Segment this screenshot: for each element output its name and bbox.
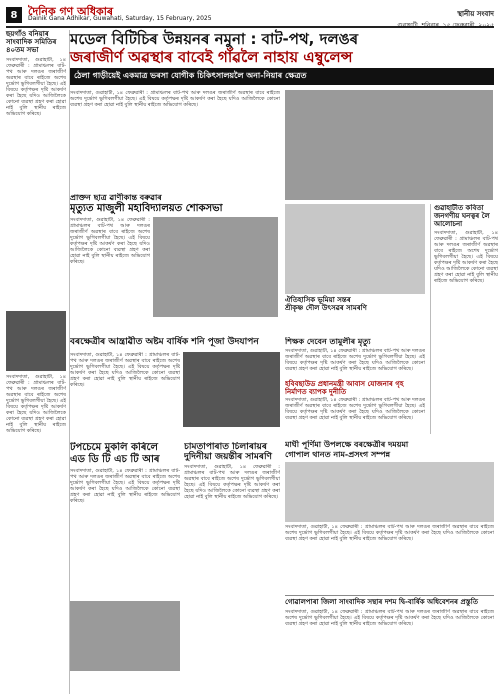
story5-headline: শিক্ষক দেবেন তামুলীৰ মৃত্যু: [285, 337, 371, 346]
lead-banner: ঠেলা গাড়ীয়েই একমাত্ৰ ভৰসা যোগীক চিকিৎসালয়লৈ অনা-নিয়াৰ ক্ষেত্ৰত: [70, 68, 494, 85]
story6-text: সংবাদদাতা, গুৱাহাটী, ১৪ ফেব্ৰুৱাৰী : গ্ৰামাঞ্চলৰ বাট-পথ আৰু দলঙৰ জৰাজীৰ্ণ অৱস্থাৰ বাবে ৰাইজে অশেষ দুৰ্ভোগ ভুগিবলগীয়া হৈছে। এই বিষয়ে কৰ্তৃপক্ষৰ দৃষ্টি আকৰ্ষণ কৰা হৈছে যদিও আজিলৈকে কোনো ব্যৱস্থা গ্ৰহণ কৰা হোৱা নাই বুলি স্থানীয় ৰাইজে অভিযোগ কৰিছে।: [285, 397, 425, 421]
story10-text: সংবাদদাতা, গুৱাহাটী, ১৪ ফেব্ৰুৱাৰী : গ্ৰামাঞ্চলৰ বাট-পথ আৰু দলঙৰ জৰাজীৰ্ণ অৱস্থাৰ বাবে ৰাইজে অশেষ দুৰ্ভোগ ভুগিবলগীয়া হৈছে। এই বিষয়ে কৰ্তৃপক্ষৰ দৃষ্টি আকৰ্ষণ কৰা হৈছে যদিও আজিলৈকে কোনো ব্যৱস্থা গ্ৰহণ কৰা হোৱা নাই বুলি স্থানীয় ৰাইজে অভিযোগ কৰিছে।: [285, 609, 494, 627]
left-column: [6, 30, 70, 694]
story-magh-purnima: [285, 440, 494, 590]
date-line: গুৱাহাটী, শনিবাৰ, ১৫ ফেব্ৰুৱাৰী, ২০২৫: [397, 22, 494, 29]
story-shani-puja-headline: [70, 336, 280, 352]
story7-text: সংবাদদাতা, গুৱাহাটী, ১৪ ফেব্ৰুৱাৰী : গ্ৰামাঞ্চলৰ বাট-পথ আৰু দলঙৰ জৰাজীৰ্ণ অৱস্থাৰ বাবে ৰাইজে অশেষ দুৰ্ভোগ ভুগিবলগীয়া হৈছে। এই বিষয়ে কৰ্তৃপক্ষৰ দৃষ্টি আকৰ্ষণ কৰা হৈছে যদিও আজিলৈকে কোনো ব্যৱস্থা গ্ৰহণ কৰা হোৱা নাই বুলি স্থানীয় ৰাইজে অভিযোগ কৰিছে।: [70, 468, 180, 504]
lead-photo: [285, 90, 493, 200]
left-column-photo: [6, 311, 66, 371]
story-nursery-opening: [70, 442, 180, 692]
story4-headline-1: ঐতিহাসিক ভূমিয়া সন্তৰ: [285, 296, 351, 304]
story8-headline-2: দুদিনীয়া জয়ন্তীৰ সামৰণি: [184, 452, 272, 462]
left-column-headline: ছয়গাঁও বনিয়াৰ সাংবাদিক সমিতিৰ ৪০তম সভা: [6, 30, 57, 54]
right-sidebar: [430, 204, 498, 434]
story9-headline-2: গোপাল থানত নাম-প্ৰসংগ সম্পন্ন: [285, 450, 391, 459]
story9-text: সংবাদদাতা, গুৱাহাটী, ১৪ ফেব্ৰুৱাৰী : গ্ৰামাঞ্চলৰ বাট-পথ আৰু দলঙৰ জৰাজীৰ্ণ অৱস্থাৰ বাবে ৰাইজে অশেষ দুৰ্ভোগ ভুগিবলগীয়া হৈছে। এই বিষয়ে কৰ্তৃপক্ষৰ দৃষ্টি আকৰ্ষণ কৰা হৈছে যদিও আজিলৈকে কোনো ব্যৱস্থা গ্ৰহণ কৰা হোৱা নাই বুলি স্থানীয় ৰাইজে অভিযোগ কৰিছে।: [285, 524, 494, 542]
story9-photo: [285, 462, 494, 522]
story5-text: সংবাদদাতা, গুৱাহাটী, ১৪ ফেব্ৰুৱাৰী : গ্ৰামাঞ্চলৰ বাট-পথ আৰু দলঙৰ জৰাজীৰ্ণ অৱস্থাৰ বাবে ৰাইজে অশেষ দুৰ্ভোগ ভুগিবলগীয়া হৈছে। এই বিষয়ে কৰ্তৃপক্ষৰ দৃষ্টি আকৰ্ষণ কৰা হৈছে যদিও আজিলৈকে কোনো ব্যৱস্থা গ্ৰহণ কৰা হোৱা নাই বুলি স্থানীয় ৰাইজে অভিযোগ কৰিছে।: [285, 348, 425, 372]
story4-headline-2: শ্ৰীকৃষ্ণ দৌল উৎসৱৰ সামৰণি: [285, 304, 367, 312]
story-teacher-death: [285, 337, 425, 437]
story10-headline: গোৱালপাৰা জিলা সাংবাদিক সন্থাৰ দশম দ্বি-বাৰ্ষিক অধিবেশনৰ প্ৰস্তুতি: [285, 598, 478, 606]
lead-text: সংবাদদাতা, গুৱাহাটী, ১৪ ফেব্ৰুৱাৰী : গ্ৰামাঞ্চলৰ বাট-পথ আৰু দলঙৰ জৰাজীৰ্ণ অৱস্থাৰ বাবে ৰাইজে অশেষ দুৰ্ভোগ ভুগিবলগীয়া হৈছে। এই বিষয়ে কৰ্তৃপক্ষৰ দৃষ্টি আকৰ্ষণ কৰা হৈছে যদিও আজিলৈকে কোনো ব্যৱস্থা গ্ৰহণ কৰা হোৱা নাই বুলি স্থানীয় ৰাইজে অভিযোগ কৰিছে।: [70, 90, 280, 108]
section-name: স্থানীয় সংবাদ: [457, 10, 494, 18]
story-journalist-meeting: [285, 595, 494, 693]
story8-text: সংবাদদাতা, গুৱাহাটী, ১৪ ফেব্ৰুৱাৰী : গ্ৰামাঞ্চলৰ বাট-পথ আৰু দলঙৰ জৰাজীৰ্ণ অৱস্থাৰ বাবে ৰাইজে অশেষ দুৰ্ভোগ ভুগিবলগীয়া হৈছে। এই বিষয়ে কৰ্তৃপক্ষৰ দৃষ্টি আকৰ্ষণ কৰা হৈছে যদিও আজিলৈকে কোনো ব্যৱস্থা গ্ৰহণ কৰা হোৱা নাই বুলি স্থানীয় ৰাইজে অভিযোগ কৰিছে।: [184, 464, 280, 500]
left-column-text-2: সংবাদদাতা, গুৱাহাটী, ১৪ ফেব্ৰুৱাৰী : গ্ৰামাঞ্চলৰ বাট-পথ আৰু দলঙৰ জৰাজীৰ্ণ অৱস্থাৰ বাবে ৰাইজে অশেষ দুৰ্ভোগ ভুগিবলগীয়া হৈছে। এই বিষয়ে কৰ্তৃপক্ষৰ দৃষ্টি আকৰ্ষণ কৰা হৈছে যদিও আজিলৈকে কোনো ব্যৱস্থা গ্ৰহণ কৰা হোৱা নাই বুলি স্থানীয় ৰাইজে অভিযোগ কৰিছে।: [6, 374, 66, 434]
masthead-right: [397, 8, 494, 31]
sidebar-text: সংবাদদাতা, গুৱাহাটী, ১৪ ফেব্ৰুৱাৰী : গ্ৰামাঞ্চলৰ বাট-পথ আৰু দলঙৰ জৰাজীৰ্ণ অৱস্থাৰ বাবে ৰাইজে অশেষ দুৰ্ভোগ ভুগিবলগীয়া হৈছে। এই বিষয়ে কৰ্তৃপক্ষৰ দৃষ্টি আকৰ্ষণ কৰা হৈছে যদিও আজিলৈকে কোনো ব্যৱস্থা গ্ৰহণ কৰা হোৱা নাই বুলি স্থানীয় ৰাইজে অভিযোগ কৰিছে।: [434, 230, 498, 284]
lead-headline-line2: জৰাজীৰ্ণ অৱস্থাৰ বাবেই গাঁৱলৈ নাহায় এম্বুলেন্স: [70, 48, 353, 66]
story9-headline-1: মাঘী পূৰ্ণিমা উপলক্ষে বৰক্ষেত্ৰীৰ দময়মা: [285, 440, 409, 449]
lead-text-block: [70, 90, 280, 190]
story8-headline-1: চামতাপাৰাত চিলাৰায়ৰ: [184, 442, 267, 452]
lead-headline-line1: মডেল বিটিচিৰ উন্নয়নৰ নমুনা : বাট-পথ, দলঙৰ: [70, 30, 359, 48]
story7-photo: [70, 601, 180, 671]
story2-headline-1: প্ৰাক্তন ছাত্ৰ ৱাণীকান্ত বৰুৱাৰ: [70, 193, 162, 202]
story7-headline-2: এড ডি টি এচ টি আৰ: [70, 454, 160, 465]
story4-photo: [285, 204, 425, 294]
story3-text-block: [70, 352, 180, 442]
story7-headline-1: টপচেমে মুকলি কৰিলে: [70, 442, 159, 453]
paper-title: দৈনিক গণ অধিকাৰ: [28, 5, 114, 18]
main-area: [70, 30, 498, 694]
story2-headline-2: মৃত্যুত মাজুলী মহাবিদ্যালয়ত শোকসভা: [70, 203, 223, 214]
story2-photo: [153, 217, 278, 317]
story3-headline: বৰক্ষেত্ৰীৰ আন্ত্ৰাৱীত অষ্টম বাৰ্ষিক শনি পূজা উদযাপন: [70, 337, 259, 347]
story-chilarai-jayanti: [184, 442, 280, 692]
story6-headline: হবিবছাউড প্ৰধানমন্ত্ৰী আবাস যোজনাৰ গৃহ নিৰ্মাণত ব্যাপক দুনীতি: [285, 380, 404, 396]
story3-text: সংবাদদাতা, গুৱাহাটী, ১৪ ফেব্ৰুৱাৰী : গ্ৰামাঞ্চলৰ বাট-পথ আৰু দলঙৰ জৰাজীৰ্ণ অৱস্থাৰ বাবে ৰাইজে অশেষ দুৰ্ভোগ ভুগিবলগীয়া হৈছে। এই বিষয়ে কৰ্তৃপক্ষৰ দৃষ্টি আকৰ্ষণ কৰা হৈছে যদিও আজিলৈকে কোনো ব্যৱস্থা গ্ৰহণ কৰা হোৱা নাই বুলি স্থানীয় ৰাইজে অভিযোগ কৰিছে।: [70, 352, 180, 388]
left-column-text: সংবাদদাতা, গুৱাহাটী, ১৪ ফেব্ৰুৱাৰী : গ্ৰামাঞ্চলৰ বাট-পথ আৰু দলঙৰ জৰাজীৰ্ণ অৱস্থাৰ বাবে ৰাইজে অশেষ দুৰ্ভোগ ভুগিবলগীয়া হৈছে। এই বিষয়ে কৰ্তৃপক্ষৰ দৃষ্টি আকৰ্ষণ কৰা হৈছে যদিও আজিলৈকে কোনো ব্যৱস্থা গ্ৰহণ কৰা হোৱা নাই বুলি স্থানীয় ৰাইজে অভিযোগ কৰিছে।: [6, 57, 66, 117]
page-number: 8: [6, 7, 22, 23]
story-shokasabha: [70, 193, 280, 333]
imprint-line: Dainik Gana Adhikar, Guwahati, Saturday, 15 February, 2025: [28, 15, 212, 22]
masthead-info: [28, 5, 212, 22]
masthead: [6, 4, 494, 28]
story3-photo: [183, 352, 280, 427]
story2-text: সংবাদদাতা, গুৱাহাটী, ১৪ ফেব্ৰুৱাৰী : গ্ৰামাঞ্চলৰ বাট-পথ আৰু দলঙৰ জৰাজীৰ্ণ অৱস্থাৰ বাবে ৰাইজে অশেষ দুৰ্ভোগ ভুগিবলগীয়া হৈছে। এই বিষয়ে কৰ্তৃপক্ষৰ দৃষ্টি আকৰ্ষণ কৰা হৈছে যদিও আজিলৈকে কোনো ব্যৱস্থা গ্ৰহণ কৰা হোৱা নাই বুলি স্থানীয় ৰাইজে অভিযোগ কৰিছে।: [70, 217, 150, 265]
sidebar-headline: গুৱাহাটীত কবিতা জনগণীয় ঘনত্বৰ লৈ আলোচনা: [434, 204, 490, 228]
story-dol-utsav: [285, 204, 425, 334]
